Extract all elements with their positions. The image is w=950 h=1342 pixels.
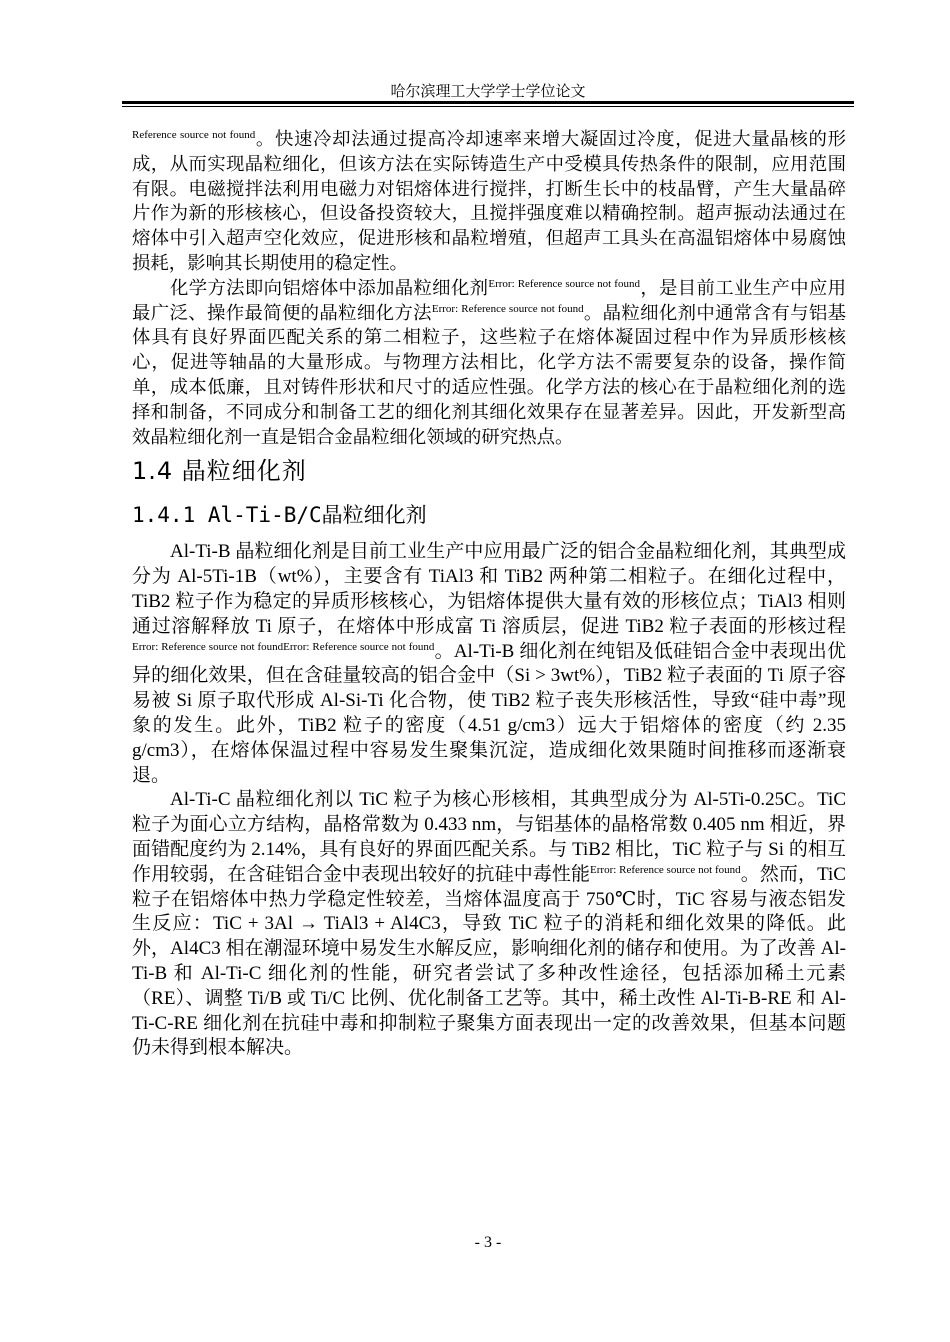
subsection-heading: 1.4.1 Al-Ti-B/C晶粒细化剂 (132, 503, 427, 528)
header-rule-thin (122, 106, 854, 107)
paragraph-text: Al-Ti-B 晶粒细化剂是目前工业生产中应用最广泛的铝合金晶粒细化剂，其典型成分为 Al-5Ti-1B（wt%），主要含有 TiAl3 和 TiB2 两种第二相粒子。在细化过程中，TiB2 粒子作为稳定的异质形核核心，为铝熔体提供大量有效的形核位点；TiAl3 相则通过溶解释放 Ti 原子，在熔体中形成富 Ti 溶质层，促进 TiB2 粒子表面的形核过程 (132, 541, 846, 637)
paragraph-text: 。然而，TiC 粒子在铝熔体中热力学稳定性较差，当熔体温度高于 750℃时，TiC 容易与液态铝发生反应：TiC + 3Al → TiAl3 + Al4C3，导致 TiC 粒子的消耗和细化效果的降低。此外，Al4C3 相在潮湿环境中易发生水解反应，影响细化剂的储存和使用。为了改善 Al-Ti-B 和 Al-Ti-C 细化剂的性能，研究者尝试了多种改性途径，包括添加稀土元素（RE）、调整 Ti/B 或 Ti/C 比例、优化制备工艺等。其中，稀土改性 Al-Ti-B-RE 和 Al-Ti-C-RE 细化剂在抗硅中毒和抑制粒子聚集方面表现出一定的改善效果，但基本问题仍未得到根本解决。 (132, 863, 846, 1059)
running-header: 哈尔滨理工大学学士学位论文 (390, 82, 586, 100)
section-heading: 1.4 晶粒细化剂 (132, 457, 307, 486)
page-number: - 3 - (474, 1234, 502, 1251)
reference-error: Error: Reference source not found (590, 863, 741, 876)
paragraph-text: ，是目前工业生产中应用最广泛、操作最简便的晶粒细化方法 (132, 277, 846, 324)
header-rule-thick (122, 101, 854, 104)
paragraph-1 (132, 128, 846, 277)
reference-error: Error: Reference source not found (488, 277, 640, 290)
paragraph-text: 。晶粒细化剂中通常含有与铝基体具有良好界面匹配关系的第二相粒子，这些粒子在熔体凝固过程中作为异质形核核心，促进等轴晶的大量形成。与物理方法相比，化学方法不需要复杂的设备，操作简单，成本低廉，且对铸件形状和尺寸的适应性强。化学方法的核心在于晶粒细化剂的选择和制备，不同成分和制备工艺的细化剂其细化效果存在显著差异。因此，开发新型高效晶粒细化剂一直是铝合金晶粒细化领域的研究热点。 (132, 302, 846, 448)
paragraph-3 (132, 540, 846, 788)
paragraph-text: 。Al-Ti-B 细化剂在纯铝及低硅铝合金中表现出优异的细化效果，但在含硅量较高的铝合金中（Si > 3wt%），TiB2 粒子表面的 Ti 原子容易被 Si 原子取代形成 Al-Si-Ti 化合物，使 TiB2 粒子丧失形核活性，导致“硅中毒”现象的发生。此外，TiB2 粒子的密度（4.51 g/cm3）远大于铝熔体的密度（约 2.35 g/cm3），在熔体保温过程中容易发生聚集沉淀，造成细化效果随时间推移而逐渐衰退。 (132, 640, 846, 786)
paragraph-text: 。快速冷却法通过提高冷却速率来增大凝固过冷度，促进大量晶核的形成，从而实现晶粒细化，但该方法在实际铸造生产中受模具传热条件的限制，应用范围有限。电磁搅拌法利用电磁力对铝熔体进行搅拌，打断生长中的枝晶臂，产生大量晶碎片作为新的形核核心，但设备投资较大，且搅拌强度难以精确控制。超声振动法通过在熔体中引入超声空化效应，促进形核和晶粒增殖，但超声工具头在高温铝熔体中易腐蚀损耗，影响其长期使用的稳定性。 (132, 129, 846, 274)
paragraph-2 (132, 277, 846, 451)
paragraph-4 (132, 788, 846, 1061)
body-text (132, 128, 846, 1061)
reference-error: Reference source not found (132, 128, 256, 141)
paragraph-text: 化学方法即向铝熔体中添加晶粒细化剂 (170, 277, 489, 299)
reference-error: Error: Reference source not foundError: Reference source not found (132, 640, 435, 653)
paragraph-text: Al-Ti-C 晶粒细化剂以 TiC 粒子为核心形核相，其典型成分为 Al-5Ti-0.25C。TiC 粒子为面心立方结构，晶格常数为 0.433 nm，与铝基体的晶格常数 0.405 nm 相近，界面错配度约为 2.14%，具有良好的界面匹配关系。与 TiB2 相比，TiC 粒子与 Si 的相互作用较弱，在含硅铝合金中表现出较好的抗硅中毒性能 (132, 789, 846, 885)
reference-error: Error: Reference source not found (431, 302, 584, 315)
